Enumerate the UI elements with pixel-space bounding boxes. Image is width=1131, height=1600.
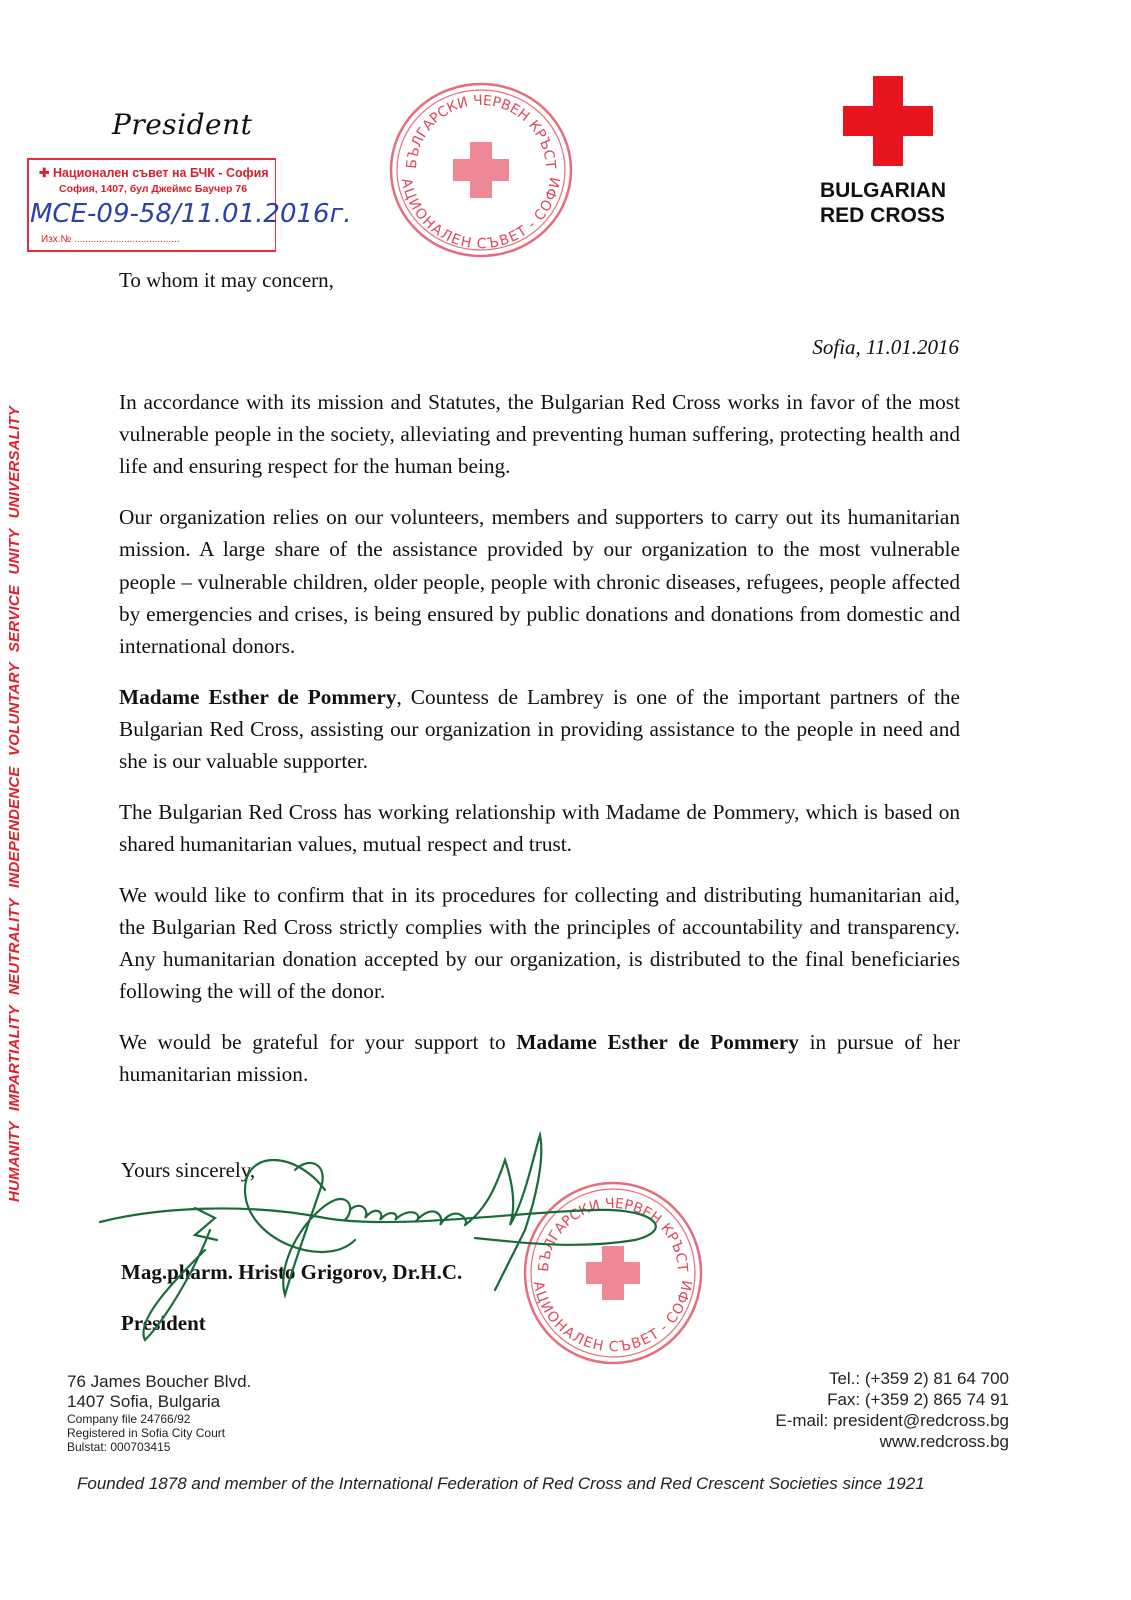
signature [95,1130,675,1360]
honoree-name: Madame Esther de Pommery [119,684,397,709]
closing: Yours sincerely, [121,1158,256,1182]
stamp-line-1 [39,166,269,181]
round-stamp-bottom-text: НАЦИОНАЛЕН СЪВЕТ - СОФИЯ [514,1178,697,1356]
organization-logo-text [820,178,946,228]
round-stamp-top-text: БЪЛГАРСКИ ЧЕРВЕН КРЪСТ [403,92,559,170]
handwritten-reference-number: MCE-09-58/11.01.2016г. [30,199,352,229]
registration: Registered in Sofia City Court [67,1426,226,1440]
stamp-line-3: Изх.№ ...................................... [41,234,180,245]
logo-line-1: BULGARIAN [820,179,946,202]
paragraph-3-text: , Countess de Lambrey is one of the important partners of the Bulgarian Red Cross, assisting our organization in providing assistance to the people in need and she is our valuable supporter. [119,684,960,774]
logo-line-2: RED CROSS [820,204,945,227]
founded-statement: Founded 1878 and member of the International Federation of Red Cross and Red Crescent Societies since 1921 [77,1474,925,1493]
red-cross-logo-icon [843,76,933,166]
footer-address [67,1372,251,1454]
company-file: Company file 24766/92 [67,1412,191,1426]
paragraph-1: In accordance with its mission and Statutes, the Bulgarian Red Cross works in favor of the most vulnerable people in the society, alleviating and preventing human suffering, protecting health and life and ensuring respect for the human being. [119,390,960,479]
paragraph-4: The Bulgarian Red Cross has working relationship with Madame de Pommery, which is based on shared humanitarian values, mutual respect and trust. [119,799,960,856]
letter-body [119,386,960,1109]
bulstat: Bulstat: 000703415 [67,1440,171,1454]
address-line-2: 1407 Sofia, Bulgaria [67,1392,221,1411]
stamp-line-1-text: Национален съвет на БЧК - София [52,166,269,180]
salutation: To whom it may concern, [119,268,334,292]
president-heading: President [112,108,253,141]
email[interactable]: E-mail: president@redcross.bg [775,1411,1009,1430]
letter-date: Sofia, 11.01.2016 [812,335,959,359]
paragraph-6-end: in pursue of her humanitarian mission. [119,1029,960,1087]
paragraph-5: We would like to confirm that in its procedures for collecting and distributing humanitarian aid, the Bulgarian Red Cross strictly complies with the principles of accountability and transparency. Any humanitarian donation accepted by our organization, is distributed to the final beneficiaries following the will of the donor. [119,882,960,1004]
paragraph-6-start: We would be grateful for your support to [119,1029,517,1054]
signer-title: President [121,1311,206,1335]
round-stamp-top-text: БЪЛГАРСКИ ЧЕРВЕН КРЪСТ [535,1195,691,1273]
round-stamp-bottom-text: НАЦИОНАЛЕН СЪВЕТ - СОФИЯ [382,78,565,253]
red-cross-icon: ✚ [39,166,53,180]
round-stamp-top [382,78,574,260]
paragraph-6 [119,1026,960,1090]
stamp-cross-icon [453,142,509,198]
footer-contact [775,1368,1009,1452]
signer-name: Mag.pharm. Hristo Grigorov, Dr.H.C. [121,1260,463,1284]
stamp-line-2: София, 1407, бул Джеймс Баучер 76 [59,183,248,195]
principles-sidebar: HUMANITY IMPARTIALITY NEUTRALITY INDEPENDENCE VOLUNTARY SERVICE UNITY UNIVERSALITY [6,406,23,1202]
fax: Fax: (+359 2) 865 74 91 [827,1390,1009,1409]
telephone: Tel.: (+359 2) 81 64 700 [828,1369,1009,1388]
paragraph-3 [119,681,960,778]
paragraph-2: Our organization relies on our volunteers, members and supporters to carry out its humanitarian mission. A large share of the assistance provided by our organization to the most vulnerable people – vulnerable children, older people, people with chronic diseases, refugees, people affected by emergencies and crises, is being ensured by public donations and donations from domestic and international donors. [119,505,960,658]
honoree-name: Madame Esther de Pommery [516,1029,799,1054]
website[interactable]: www.redcross.bg [879,1432,1009,1451]
address-line-1: 76 James Boucher Blvd. [67,1372,252,1391]
